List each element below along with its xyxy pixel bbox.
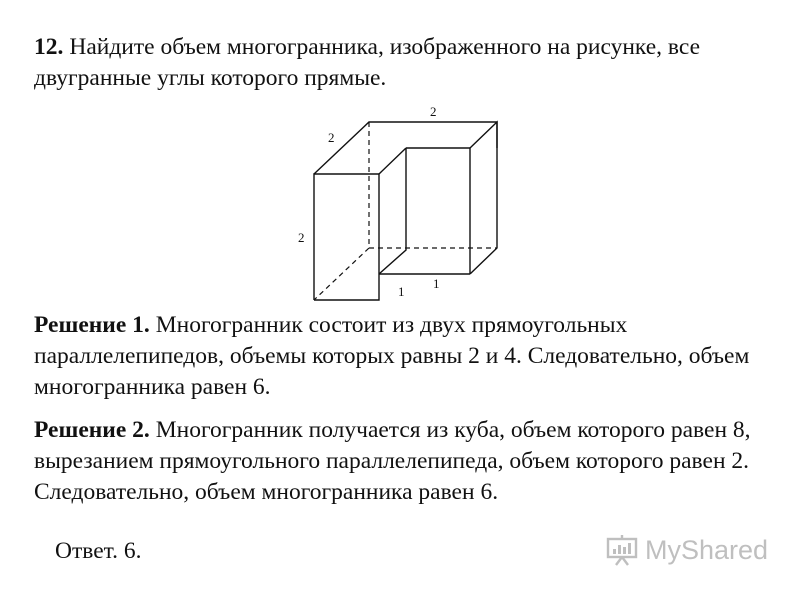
solution-1 xyxy=(34,310,774,403)
top-face-edge xyxy=(379,148,406,174)
solution-2 xyxy=(34,415,774,508)
myshared-watermark[interactable] xyxy=(605,533,768,567)
problem-text: Найдите объем многогранника, изображенного на рисунке, все двугранные углы которого прямые. xyxy=(34,34,701,91)
answer: Ответ. 6. xyxy=(55,538,142,564)
right-box-edge xyxy=(470,122,497,274)
label-top-left: 2 xyxy=(328,130,335,145)
label-bottom-right: 1 xyxy=(433,276,440,291)
label-top-right: 2 xyxy=(430,104,437,119)
watermark-brand: MyShared xyxy=(645,534,769,565)
polyhedron-figure xyxy=(290,100,510,310)
solution-2-text: Многогранник получается из куба, объем которого равен 8, вырезанием прямоугольного параллелепипеда, объем которого равен 2. Следовательно, объем многогранника равен 6. xyxy=(34,417,751,505)
solution-1-text: Многогранник состоит из двух прямоугольных параллелепипедов, объемы которых равны 2 и 4. Следовательно, объем многогранника равен 6. xyxy=(34,312,750,400)
notch-edge xyxy=(379,148,406,274)
problem-statement xyxy=(34,32,774,94)
front-face-edge xyxy=(314,174,379,300)
polyhedron-drawing xyxy=(290,100,510,310)
solution-1-heading: Решение 1. xyxy=(34,312,150,338)
presentation-board-icon xyxy=(605,533,641,567)
label-left: 2 xyxy=(298,230,305,245)
problem-number: 12. xyxy=(34,34,64,60)
hidden-edge xyxy=(314,248,369,300)
label-bottom-mid: 1 xyxy=(398,284,405,299)
solution-2-heading: Решение 2. xyxy=(34,417,150,443)
